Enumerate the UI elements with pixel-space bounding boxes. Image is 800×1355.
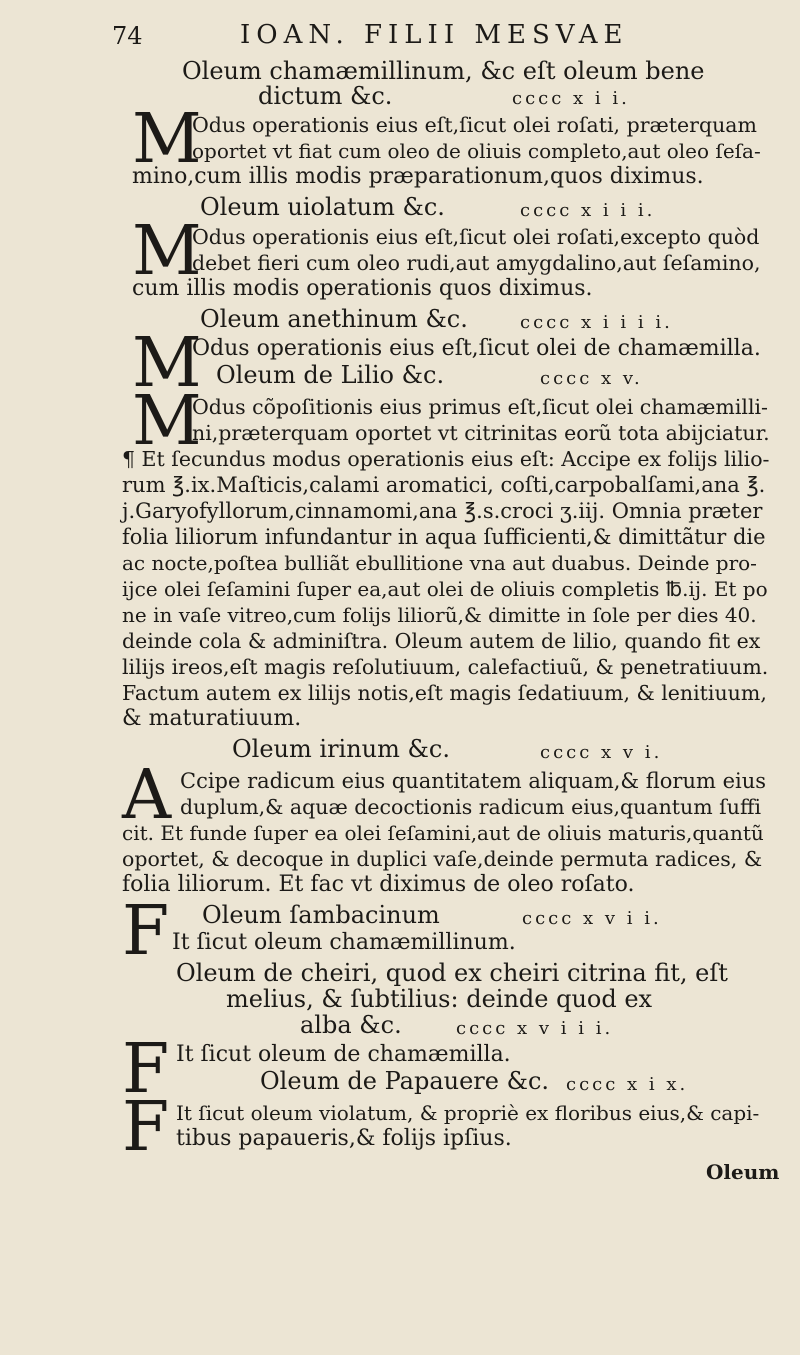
section-title-line: alba &c.	[300, 1011, 402, 1039]
text-line: j.Garyofyllorum,cinnamomi,ana ℥.s.croci ʒ.iij. Omnia præter	[122, 499, 763, 523]
section-title-line: Oleum anethinum &c.	[200, 305, 468, 333]
section-number: cccc x v i i i.	[456, 1018, 614, 1039]
section-title-line: dictum &c.	[258, 82, 393, 110]
drop-initial: M	[132, 212, 202, 291]
text-line: Odus operationis eius eſt,ſicut olei roſati,excepto quòd	[192, 225, 760, 249]
section-number: cccc x i x.	[566, 1074, 689, 1095]
drop-initial: F	[122, 1030, 170, 1109]
text-line: cit. Et funde ſuper ea olei ſeſamini,aut de oliuis maturis,quantũ	[122, 821, 764, 845]
text-line: Factum autem ex lilijs notis,eſt magis ſedatiuum, & lenitiuum,	[122, 681, 767, 705]
drop-initial: M	[132, 382, 202, 461]
text-line: Odus operationis eius eſt,ſicut olei de chamæmilla.	[192, 336, 761, 361]
text-line: ni,præterquam oportet vt citrinitas eorũ tota abijciatur.	[192, 421, 770, 445]
text-line: ne in vaſe vitreo,cum folijs liliorũ,& dimitte in ſole per dies 40.	[122, 603, 757, 627]
text-line: Ccipe radicum eius quantitatem aliquam,& florum eius	[180, 769, 767, 793]
section-title-line: Oleum de cheiri, quod ex cheiri citrina fit, eſt	[176, 959, 728, 987]
text-line: rum ℥.ix.Maſticis,calami aromatici, coſti,carpobalſami,ana ℥.	[122, 473, 766, 497]
page-header	[100, 18, 760, 58]
section-number: cccc x i i.	[512, 88, 630, 109]
text-line: mino,cum illis modis præparationum,quos diximus.	[132, 164, 704, 189]
text-line: ¶ Et ſecundus modus operationis eius eſt: Accipe ex folijs lilio-	[122, 447, 770, 471]
text-line: tibus papaueris,& folijs ipſius.	[176, 1126, 512, 1151]
section-number: cccc x v i.	[540, 742, 663, 763]
text-line: oportet vt fiat cum oleo de oliuis completo,aut oleo ſeſa-	[192, 139, 761, 163]
drop-initial: M	[132, 324, 202, 403]
section-title-line: Oleum chamæmillinum, &c eſt oleum bene	[182, 57, 705, 85]
running-head: IOAN. FILII MESVAE	[240, 20, 629, 50]
text-line: debet fieri cum oleo rudi,aut amygdalino,aut ſeſamino,	[192, 251, 761, 275]
text-line: ac nocte,poſtea bulliãt ebullitione vna aut duabus. Deinde pro-	[122, 551, 757, 575]
text-line: It ſicut oleum de chamæmilla.	[176, 1042, 511, 1067]
text-line: It ſicut oleum violatum, & propriè ex floribus eius,& capi-	[176, 1101, 760, 1125]
section-number: cccc x i i i i.	[520, 312, 673, 333]
text-line: lilijs ireos,eſt magis reſolutiuum, calefactiuũ, & penetratiuum.	[122, 655, 769, 679]
text-line: ijce olei ſeſamini ſuper ea,aut olei de oliuis completis ℔.ij. Et po	[122, 577, 768, 601]
text-line: & maturatiuum.	[122, 706, 302, 731]
section-title-line: Oleum de Lilio &c.	[216, 361, 445, 389]
section-title-line: Oleum de Papauere &c.	[260, 1067, 550, 1095]
text-line: It ſicut oleum chamæmillinum.	[172, 930, 516, 955]
section-title-line: Oleum irinum &c.	[232, 735, 450, 763]
section-title-line: Oleum ſambacinum	[202, 901, 440, 929]
text-line: duplum,& aquæ decoctionis radicum eius,quantum ſuffi	[180, 795, 762, 819]
text-line: Odus cõpoſitionis eius primus eſt,ſicut olei chamæmilli-	[192, 395, 768, 419]
section-number: cccc x v.	[540, 368, 643, 389]
text-line: deinde cola & adminiſtra. Oleum autem de lilio, quando fit ex	[122, 629, 761, 653]
text-line: folia liliorum infundantur in aqua ſufficienti,& dimittãtur die	[122, 525, 766, 549]
drop-initial: F	[122, 1088, 170, 1167]
drop-initial: M	[132, 100, 202, 179]
section-number: cccc x v i i.	[522, 908, 662, 929]
text-line: cum illis modis operationis quos diximus.	[132, 276, 593, 301]
text-line: Odus operationis eius eſt,ſicut olei roſati, præterquam	[192, 113, 757, 137]
section-title-line: Oleum uiolatum &c.	[200, 193, 445, 221]
section-title-line: melius, & ſubtilius: deinde quod ex	[226, 985, 653, 1013]
page-number: 74	[112, 22, 143, 50]
drop-initial: A	[122, 756, 172, 835]
catchword: Oleum	[706, 1160, 780, 1184]
text-line: oportet, & decoque in duplici vaſe,deinde permuta radices, &	[122, 847, 763, 871]
text-line: folia liliorum. Et fac vt diximus de oleo roſato.	[122, 872, 635, 897]
section-number: cccc x i i i.	[520, 200, 656, 221]
drop-initial: F	[122, 892, 170, 971]
